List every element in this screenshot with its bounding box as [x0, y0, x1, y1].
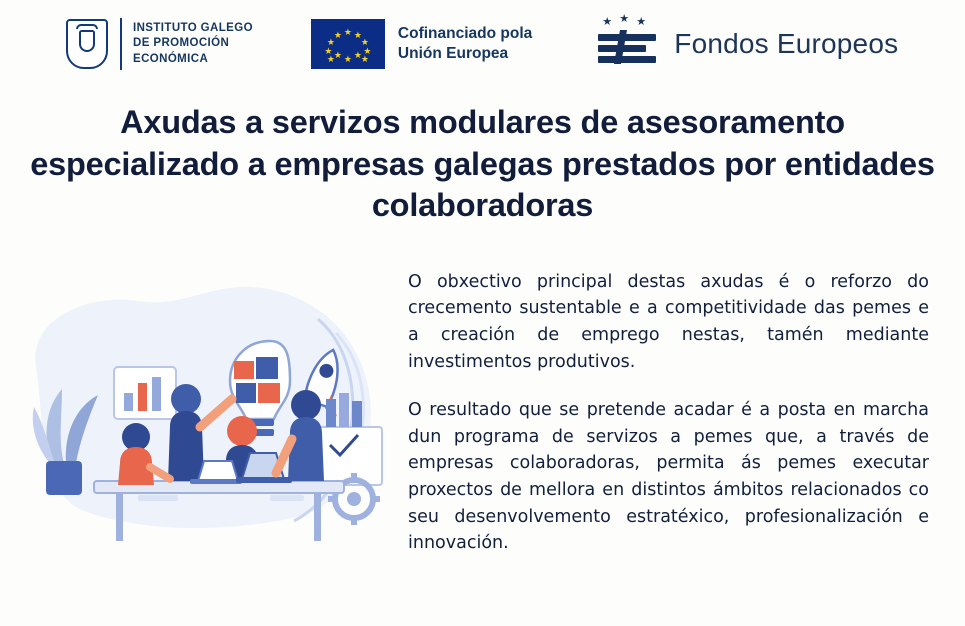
content-area	[0, 249, 965, 557]
fondos-europeos-logo	[592, 13, 899, 71]
page-title: Axudas a servizos modulares de asesoramento especializado a empresas galegas prestados por entidades colaboradoras	[30, 104, 935, 224]
galicia-coat-of-arms-icon	[66, 19, 108, 69]
body-text	[408, 249, 941, 557]
eu-cofinancing-logo	[311, 19, 532, 69]
team-brainstorming-illustration	[18, 249, 408, 549]
eu-logo-text	[398, 24, 532, 64]
igape-logo	[66, 18, 253, 70]
logo-band	[0, 0, 965, 88]
igape-line-1: INSTITUTO GALEGO	[133, 22, 253, 35]
paragraph-result: O resultado que se pretende acadar é a posta en marcha dun programa de servizos a pemes que, a través de empresas colaboradoras, permita ás pemes executar proxectos de mellora en distintos ámbitos relacionados co seu desenvolvemento estratéxico, profesionalización e innovación.	[408, 400, 929, 554]
eu-line-1: Cofinanciado pola	[397, 25, 533, 43]
eu-line-2: Unión Europea	[397, 45, 509, 62]
logo-divider	[120, 18, 122, 70]
igape-line-2: DE PROMOCIÓN	[133, 37, 230, 50]
igape-logo-text	[133, 21, 253, 67]
paragraph-objective: O obxectivo principal destas axudas é o reforzo do crecemento sustentable e a competitividade das pemes e a creación de emprego nestas, tamén mediante investimentos produtivos.	[408, 271, 929, 372]
fondos-europeos-mark-icon: ★ ★ ★	[592, 17, 660, 71]
european-union-flag-icon: ★ ★ ★ ★ ★ ★ ★ ★ ★ ★ ★ ★	[311, 19, 385, 69]
fondos-europeos-label: Fondos Europeos	[674, 28, 899, 59]
igape-line-3: ECONÓMICA	[133, 52, 209, 65]
